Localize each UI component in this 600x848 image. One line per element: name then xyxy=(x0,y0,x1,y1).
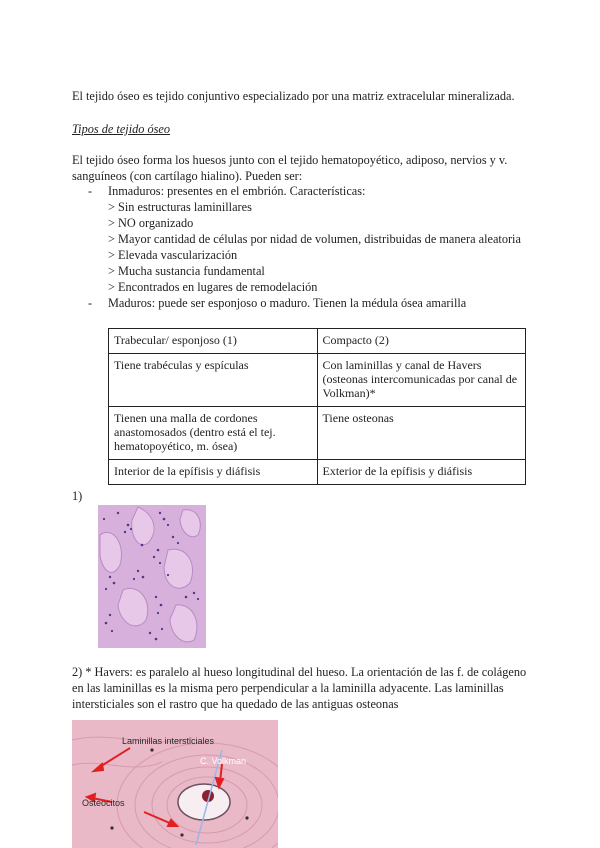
micrograph-drawing xyxy=(98,505,206,648)
immature-features xyxy=(108,199,521,295)
feature-item: > Mucha sustancia fundamental xyxy=(108,264,265,278)
table-cell: Con laminillas y canal de Havers (osteonas intercomunicadas por canal de Volkman)* xyxy=(317,354,526,407)
section-heading: Tipos de tejido óseo xyxy=(72,122,171,136)
table-cell: Exterior de la epífisis y diáfisis xyxy=(317,460,526,485)
list-item-mature xyxy=(88,295,521,311)
table-cell: Tiene trabéculas y espículas xyxy=(109,354,318,407)
spongy-bone-micrograph xyxy=(98,505,206,648)
intro-paragraph: El tejido óseo es tejido conjuntivo especializado por una matriz extracelular mineralizada. xyxy=(72,89,515,103)
annotation-osteocytes: Osteocitos xyxy=(82,798,125,808)
feature-item: > Elevada vascularización xyxy=(108,248,238,262)
feature-item: > NO organizado xyxy=(108,216,194,230)
feature-item: > Mayor cantidad de células por nidad de volumen, distribuidas de manera aleatoria xyxy=(108,232,521,246)
table-cell: Tiene osteonas xyxy=(317,407,526,460)
annotation-volkman: C. Volkman xyxy=(200,756,247,766)
table-header-row xyxy=(109,329,526,354)
osteon-micrograph xyxy=(72,720,278,848)
list-bullet: - xyxy=(88,296,93,310)
table-row xyxy=(109,354,526,407)
list-item-immature xyxy=(88,183,521,295)
table-header-cell: Trabecular/ esponjoso (1) xyxy=(109,329,318,354)
mature-label: Maduros: puede ser esponjoso o maduro. Tienen la médula ósea amarilla xyxy=(108,296,467,310)
comparison-table xyxy=(108,328,526,485)
osteon-drawing xyxy=(72,720,278,848)
annotation-interstitial: Laminillas intersticiales xyxy=(122,736,215,746)
immature-label: Inmaduros: presentes en el embrión. Características: xyxy=(108,184,366,198)
table-cell: Tienen una malla de cordones anastomosados (dentro está el tej. hematopoyético, m. ósea) xyxy=(109,407,318,460)
bone-types-list xyxy=(88,183,521,311)
feature-item: > Encontrados en lugares de remodelación xyxy=(108,280,318,294)
table-cell: Interior de la epífisis y diáfisis xyxy=(109,460,318,485)
list-bullet: - xyxy=(88,184,93,198)
feature-item: > Sin estructuras laminillares xyxy=(108,200,252,214)
table-row xyxy=(109,407,526,460)
table-header-cell: Compacto (2) xyxy=(317,329,526,354)
figure2-caption: 2) * Havers: es paralelo al hueso longitudinal del hueso. La orientación de las f. de colágeno en las laminillas es la misma pero perpendicular a la laminilla adyacente. Las laminillas intersticiales son el rastro que ha quedado de las antiguas osteonas xyxy=(72,665,527,711)
body-paragraph: El tejido óseo forma los huesos junto con el tejido hematopoyético, adiposo, nervios y v. sanguíneos (con cartílago hialino). Pueden ser: xyxy=(72,153,508,183)
table-row xyxy=(109,460,526,485)
figure1-label: 1) xyxy=(72,489,83,503)
